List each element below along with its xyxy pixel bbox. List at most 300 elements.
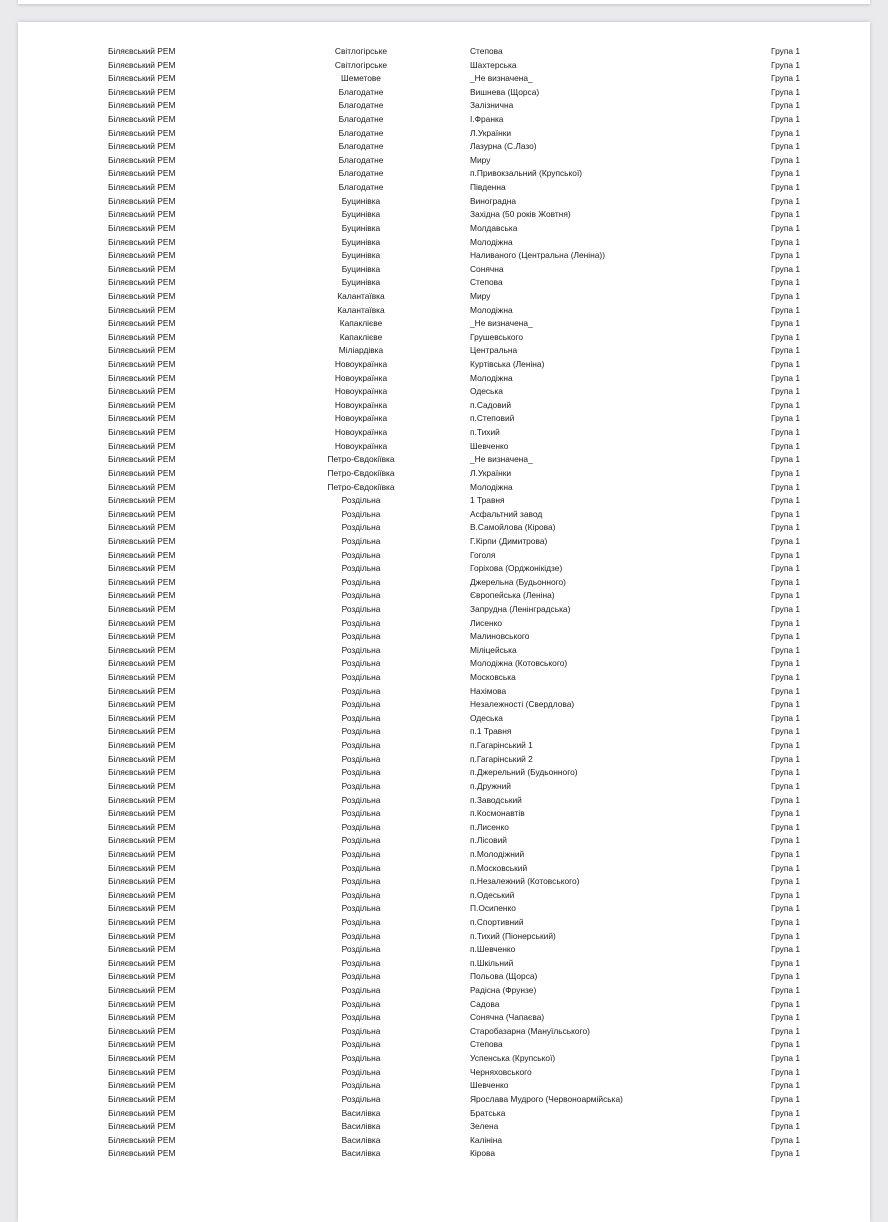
district-cell: Біляєвський РЕМ	[108, 1066, 176, 1077]
group-cell: Група 1	[771, 1012, 800, 1023]
district-cell: Біляєвський РЕМ	[108, 331, 176, 342]
district-cell: Біляєвський РЕМ	[108, 944, 176, 955]
street-cell: Європейська (Леніна)	[470, 590, 555, 601]
table-row	[18, 304, 870, 318]
street-cell: п.Лісовий	[470, 835, 507, 846]
table-row	[18, 467, 870, 481]
street-cell: Миру	[470, 290, 491, 301]
district-cell: Біляєвський РЕМ	[108, 1025, 176, 1036]
group-cell: Група 1	[771, 1025, 800, 1036]
settlement-cell: Роздільна	[341, 617, 381, 628]
group-cell: Група 1	[771, 522, 800, 533]
group-cell: Група 1	[771, 957, 800, 968]
street-cell: Куртівська (Леніна)	[470, 359, 545, 370]
district-cell: Біляєвський РЕМ	[108, 780, 176, 791]
street-cell: Садова	[470, 998, 500, 1009]
street-cell: п.Молодіжний	[470, 848, 525, 859]
district-cell: Біляєвський РЕМ	[108, 1039, 176, 1050]
street-cell: Південна	[470, 182, 506, 193]
settlement-cell: Благодатне	[338, 100, 384, 111]
district-cell: Біляєвський РЕМ	[108, 427, 176, 438]
group-cell: Група 1	[771, 467, 800, 478]
settlement-cell: Буцинівка	[341, 263, 381, 274]
group-cell: Група 1	[771, 277, 800, 288]
street-cell: п.Лисенко	[470, 821, 509, 832]
table-row	[18, 589, 870, 603]
street-cell: Московська	[470, 672, 516, 683]
settlement-cell: Роздільна	[341, 985, 381, 996]
street-cell: Виноградна	[470, 195, 517, 206]
table-row	[18, 222, 870, 236]
table-row	[18, 780, 870, 794]
table-row	[18, 766, 870, 780]
district-cell: Біляєвський РЕМ	[108, 876, 176, 887]
group-cell: Група 1	[771, 508, 800, 519]
settlement-cell: Калантаївка	[337, 290, 385, 301]
settlement-cell: Роздільна	[341, 767, 381, 778]
table-row	[18, 59, 870, 73]
table-row	[18, 195, 870, 209]
district-cell: Біляєвський РЕМ	[108, 767, 176, 778]
table-row	[18, 385, 870, 399]
group-cell: Група 1	[771, 345, 800, 356]
group-cell: Група 1	[771, 794, 800, 805]
group-cell: Група 1	[771, 699, 800, 710]
settlement-cell: Василівка	[341, 1134, 381, 1145]
group-cell: Група 1	[771, 563, 800, 574]
table-row	[18, 426, 870, 440]
district-cell: Біляєвський РЕМ	[108, 46, 176, 56]
district-cell: Біляєвський РЕМ	[108, 726, 176, 737]
settlement-cell: Благодатне	[338, 114, 384, 125]
settlement-cell: Роздільна	[341, 685, 381, 696]
settlement-cell: Буцинівка	[341, 222, 381, 233]
street-cell: Сонячна (Чапаєва)	[470, 1012, 545, 1023]
district-cell: Біляєвський РЕМ	[108, 740, 176, 751]
street-cell: Вишнева (Щорса)	[470, 86, 540, 97]
table-row	[18, 99, 870, 113]
table-row	[18, 576, 870, 590]
settlement-cell: Петро-Євдокіївка	[327, 467, 395, 478]
settlement-cell: Роздільна	[341, 780, 381, 791]
district-cell: Біляєвський РЕМ	[108, 182, 176, 193]
table-row	[18, 685, 870, 699]
street-cell: Джерельна (Будьонного)	[470, 576, 566, 587]
district-cell: Біляєвський РЕМ	[108, 372, 176, 383]
group-cell: Група 1	[771, 944, 800, 955]
settlement-cell: Роздільна	[341, 726, 381, 737]
table-row	[18, 821, 870, 835]
settlement-cell: Благодатне	[338, 182, 384, 193]
district-cell: Біляєвський РЕМ	[108, 535, 176, 546]
district-cell: Біляєвський РЕМ	[108, 1080, 176, 1091]
district-cell: Біляєвський РЕМ	[108, 808, 176, 819]
settlement-cell: Буцинівка	[341, 195, 381, 206]
settlement-cell: Роздільна	[341, 944, 381, 955]
district-cell: Біляєвський РЕМ	[108, 127, 176, 138]
district-cell: Біляєвський РЕМ	[108, 685, 176, 696]
table-row	[18, 344, 870, 358]
settlement-cell: Новоукраїнка	[334, 359, 388, 370]
group-cell: Група 1	[771, 263, 800, 274]
district-cell: Біляєвський РЕМ	[108, 998, 176, 1009]
settlement-cell: Благодатне	[338, 168, 384, 179]
district-cell: Біляєвський РЕМ	[108, 821, 176, 832]
street-cell: п.1 Травня	[470, 726, 512, 737]
table-row	[18, 862, 870, 876]
settlement-cell: Роздільна	[341, 1012, 381, 1023]
table-row	[18, 889, 870, 903]
street-cell: Запрудна (Ленінградська)	[470, 603, 571, 614]
district-cell: Біляєвський РЕМ	[108, 100, 176, 111]
settlement-cell: Петро-Євдокіївка	[327, 454, 395, 465]
table-row	[18, 358, 870, 372]
street-cell: п.Садовий	[470, 399, 512, 410]
district-cell: Біляєвський РЕМ	[108, 250, 176, 261]
settlement-cell: Василівка	[341, 1121, 381, 1132]
table-row	[18, 1134, 870, 1148]
district-cell: Біляєвський РЕМ	[108, 86, 176, 97]
group-cell: Група 1	[771, 386, 800, 397]
district-cell: Біляєвський РЕМ	[108, 114, 176, 125]
table-row	[18, 399, 870, 413]
table-row	[18, 181, 870, 195]
settlement-cell: Роздільна	[341, 930, 381, 941]
settlement-cell: Благодатне	[338, 154, 384, 165]
settlement-cell: Світлогірське	[334, 46, 388, 56]
settlement-cell: Буцинівка	[341, 277, 381, 288]
district-cell: Біляєвський РЕМ	[108, 794, 176, 805]
group-cell: Група 1	[771, 848, 800, 859]
table-row	[18, 1093, 870, 1107]
group-cell: Група 1	[771, 672, 800, 683]
district-cell: Біляєвський РЕМ	[108, 658, 176, 669]
street-cell: п.Заводський	[470, 794, 522, 805]
street-cell: Калініна	[470, 1134, 503, 1145]
settlement-cell: Роздільна	[341, 644, 381, 655]
table-row	[18, 440, 870, 454]
settlement-cell: Новоукраїнка	[334, 427, 388, 438]
settlement-cell: Роздільна	[341, 549, 381, 560]
group-cell: Група 1	[771, 318, 800, 329]
previous-page-edge	[18, 0, 870, 4]
district-cell: Біляєвський РЕМ	[108, 495, 176, 506]
group-cell: Група 1	[771, 644, 800, 655]
district-cell: Біляєвський РЕМ	[108, 917, 176, 927]
group-cell: Група 1	[771, 862, 800, 873]
street-cell: Л.Українки	[470, 127, 512, 138]
street-cell: _Не визначена_	[470, 73, 533, 84]
table-row	[18, 1052, 870, 1066]
table-row	[18, 521, 870, 535]
table-row	[18, 1120, 870, 1134]
street-cell: Асфальтний завод	[470, 508, 543, 519]
street-cell: Гоголя	[470, 549, 496, 560]
group-cell: Група 1	[771, 127, 800, 138]
group-cell: Група 1	[771, 1039, 800, 1050]
street-cell: Малиновського	[470, 631, 530, 642]
settlement-cell: Роздільна	[341, 1066, 381, 1077]
district-cell: Біляєвський РЕМ	[108, 590, 176, 601]
settlement-cell: Роздільна	[341, 971, 381, 982]
settlement-cell: Новоукраїнка	[334, 399, 388, 410]
district-cell: Біляєвський РЕМ	[108, 1012, 176, 1023]
table-row	[18, 644, 870, 658]
settlement-cell: Роздільна	[341, 903, 381, 914]
street-cell: Зелена	[470, 1121, 499, 1132]
district-cell: Біляєвський РЕМ	[108, 576, 176, 587]
group-cell: Група 1	[771, 100, 800, 111]
group-cell: Група 1	[771, 740, 800, 751]
group-cell: Група 1	[771, 1148, 800, 1159]
district-cell: Біляєвський РЕМ	[108, 263, 176, 274]
table-row	[18, 453, 870, 467]
street-cell: Черняховського	[470, 1066, 532, 1077]
table-row	[18, 1147, 870, 1161]
group-cell: Група 1	[771, 154, 800, 165]
street-cell: Успенська (Крупської)	[470, 1053, 556, 1064]
group-cell: Група 1	[771, 413, 800, 424]
settlement-cell: Благодатне	[338, 127, 384, 138]
street-cell: Молодіжна	[470, 304, 513, 315]
street-cell: Степова	[470, 46, 503, 56]
district-cell: Біляєвський РЕМ	[108, 399, 176, 410]
group-cell: Група 1	[771, 685, 800, 696]
group-cell: Група 1	[771, 1080, 800, 1091]
street-cell: Кірова	[470, 1148, 496, 1159]
table-row	[18, 998, 870, 1012]
district-cell: Біляєвський РЕМ	[108, 195, 176, 206]
street-cell: Сонячна	[470, 263, 504, 274]
settlement-cell: Роздільна	[341, 672, 381, 683]
table-row	[18, 1011, 870, 1025]
street-cell: Молодіжна	[470, 372, 513, 383]
table-row	[18, 1079, 870, 1093]
street-cell: Степова	[470, 1039, 503, 1050]
street-cell: Західна (50 років Жовтня)	[470, 209, 571, 220]
table-row	[18, 916, 870, 930]
table-row	[18, 208, 870, 222]
table-row	[18, 671, 870, 685]
settlement-cell: Новоукраїнка	[334, 386, 388, 397]
street-cell: Лазурна (С.Лазо)	[470, 141, 537, 152]
street-cell: Старобазарна (Мануїльського)	[470, 1025, 590, 1036]
district-cell: Біляєвський РЕМ	[108, 1134, 176, 1145]
group-cell: Група 1	[771, 372, 800, 383]
table-row	[18, 630, 870, 644]
settlement-cell: Буцинівка	[341, 209, 381, 220]
group-cell: Група 1	[771, 359, 800, 370]
group-cell: Група 1	[771, 1134, 800, 1145]
group-cell: Група 1	[771, 590, 800, 601]
district-cell: Біляєвський РЕМ	[108, 413, 176, 424]
street-cell: Центральна	[470, 345, 518, 356]
settlement-cell: Роздільна	[341, 753, 381, 764]
district-cell: Біляєвський РЕМ	[108, 563, 176, 574]
street-cell: Ярослава Мудрого (Червоноармійська)	[470, 1093, 623, 1104]
district-cell: Біляєвський РЕМ	[108, 549, 176, 560]
table-row	[18, 1107, 870, 1121]
street-cell: Степова	[470, 277, 503, 288]
table-row	[18, 113, 870, 127]
group-cell: Група 1	[771, 753, 800, 764]
settlement-cell: Благодатне	[338, 86, 384, 97]
table-row	[18, 263, 870, 277]
district-cell: Біляєвський РЕМ	[108, 1121, 176, 1132]
table-row	[18, 902, 870, 916]
group-cell: Група 1	[771, 535, 800, 546]
group-cell: Група 1	[771, 712, 800, 723]
group-cell: Група 1	[771, 549, 800, 560]
group-cell: Група 1	[771, 290, 800, 301]
street-cell: п.Незалежний (Котовського)	[470, 876, 580, 887]
street-cell: Польова (Щорса)	[470, 971, 538, 982]
settlement-cell: Роздільна	[341, 495, 381, 506]
settlement-cell: Калантаївка	[337, 304, 385, 315]
district-cell: Біляєвський РЕМ	[108, 672, 176, 683]
settlement-cell: Роздільна	[341, 1080, 381, 1091]
street-cell: Наливаного (Центральна (Леніна))	[470, 250, 605, 261]
district-cell: Біляєвський РЕМ	[108, 957, 176, 968]
district-cell: Біляєвський РЕМ	[108, 862, 176, 873]
district-cell: Біляєвський РЕМ	[108, 930, 176, 941]
district-cell: Біляєвський РЕМ	[108, 304, 176, 315]
table-row	[18, 535, 870, 549]
group-cell: Група 1	[771, 454, 800, 465]
street-cell: п.Привокзальний (Крупської)	[470, 168, 583, 179]
district-cell: Біляєвський РЕМ	[108, 617, 176, 628]
street-cell: п.Шкільний	[470, 957, 514, 968]
district-cell: Біляєвський РЕМ	[108, 154, 176, 165]
document-page	[18, 22, 870, 1222]
district-cell: Біляєвський РЕМ	[108, 168, 176, 179]
table-row	[18, 807, 870, 821]
table-row	[18, 957, 870, 971]
district-cell: Біляєвський РЕМ	[108, 236, 176, 247]
settlement-cell: Роздільна	[341, 889, 381, 900]
street-cell: Братська	[470, 1107, 506, 1118]
street-cell: п.Спортивний	[470, 917, 524, 927]
table-row	[18, 494, 870, 508]
settlement-cell: Роздільна	[341, 658, 381, 669]
street-cell: Шевченко	[470, 440, 509, 451]
district-cell: Біляєвський РЕМ	[108, 209, 176, 220]
street-cell: Шевченко	[470, 1080, 509, 1091]
group-cell: Група 1	[771, 603, 800, 614]
street-cell: п.Одеський	[470, 889, 515, 900]
district-cell: Біляєвський РЕМ	[108, 985, 176, 996]
table-row	[18, 1038, 870, 1052]
street-cell: Нахімова	[470, 685, 507, 696]
settlement-cell: Благодатне	[338, 141, 384, 152]
group-cell: Група 1	[771, 985, 800, 996]
group-cell: Група 1	[771, 971, 800, 982]
table-row	[18, 617, 870, 631]
district-cell: Біляєвський РЕМ	[108, 440, 176, 451]
district-cell: Біляєвський РЕМ	[108, 345, 176, 356]
table-row	[18, 970, 870, 984]
street-cell: Міліцейська	[470, 644, 517, 655]
group-cell: Група 1	[771, 195, 800, 206]
district-cell: Біляєвський РЕМ	[108, 73, 176, 84]
group-cell: Група 1	[771, 236, 800, 247]
settlement-cell: Роздільна	[341, 794, 381, 805]
settlement-cell: Роздільна	[341, 712, 381, 723]
district-cell: Біляєвський РЕМ	[108, 359, 176, 370]
district-cell: Біляєвський РЕМ	[108, 848, 176, 859]
street-cell: Молодіжна (Котовського)	[470, 658, 568, 669]
street-cell: Молдавська	[470, 222, 518, 233]
group-cell: Група 1	[771, 304, 800, 315]
table-row	[18, 140, 870, 154]
table-row	[18, 603, 870, 617]
table-row	[18, 372, 870, 386]
table-row	[18, 86, 870, 100]
settlement-cell: Світлогірське	[334, 59, 388, 70]
street-cell: п.Тихий	[470, 427, 500, 438]
settlement-cell: Роздільна	[341, 808, 381, 819]
table-row	[18, 154, 870, 168]
street-cell: Залізнична	[470, 100, 514, 111]
district-cell: Біляєвський РЕМ	[108, 222, 176, 233]
district-cell: Біляєвський РЕМ	[108, 508, 176, 519]
table-row	[18, 739, 870, 753]
settlement-cell: Новоукраїнка	[334, 440, 388, 451]
table-row	[18, 412, 870, 426]
street-cell: _Не визначена_	[470, 454, 533, 465]
table-row	[18, 317, 870, 331]
settlement-cell: Роздільна	[341, 876, 381, 887]
table-row	[18, 290, 870, 304]
group-cell: Група 1	[771, 617, 800, 628]
district-cell: Біляєвський РЕМ	[108, 971, 176, 982]
group-cell: Група 1	[771, 59, 800, 70]
settlement-cell: Роздільна	[341, 576, 381, 587]
settlement-cell: Шеметове	[341, 73, 381, 84]
settlement-cell: Василівка	[341, 1148, 381, 1159]
settlement-cell: Василівка	[341, 1107, 381, 1118]
street-cell: п.Дружний	[470, 780, 511, 791]
table-row	[18, 562, 870, 576]
table-row	[18, 930, 870, 944]
group-cell: Група 1	[771, 168, 800, 179]
street-cell: Одеська	[470, 712, 503, 723]
settlement-cell: Новоукраїнка	[334, 372, 388, 383]
group-cell: Група 1	[771, 1093, 800, 1104]
street-cell: п.Московський	[470, 862, 528, 873]
street-cell: Г.Кірпи (Димитрова)	[470, 535, 548, 546]
table-row	[18, 249, 870, 263]
district-cell: Біляєвський РЕМ	[108, 889, 176, 900]
group-cell: Група 1	[771, 1053, 800, 1064]
group-cell: Група 1	[771, 141, 800, 152]
table-row	[18, 725, 870, 739]
district-cell: Біляєвський РЕМ	[108, 467, 176, 478]
group-cell: Група 1	[771, 889, 800, 900]
settlement-cell: Роздільна	[341, 522, 381, 533]
district-cell: Біляєвський РЕМ	[108, 631, 176, 642]
settlement-cell: Роздільна	[341, 1053, 381, 1064]
table-row	[18, 943, 870, 957]
table-row	[18, 848, 870, 862]
group-cell: Група 1	[771, 917, 800, 927]
street-cell: Радісна (Фрунзе)	[470, 985, 537, 996]
settlement-cell: Роздільна	[341, 1039, 381, 1050]
street-cell: п.Космонавтів	[470, 808, 525, 819]
group-cell: Група 1	[771, 495, 800, 506]
group-cell: Група 1	[771, 808, 800, 819]
street-cell: п.Гагарінський 2	[470, 753, 533, 764]
